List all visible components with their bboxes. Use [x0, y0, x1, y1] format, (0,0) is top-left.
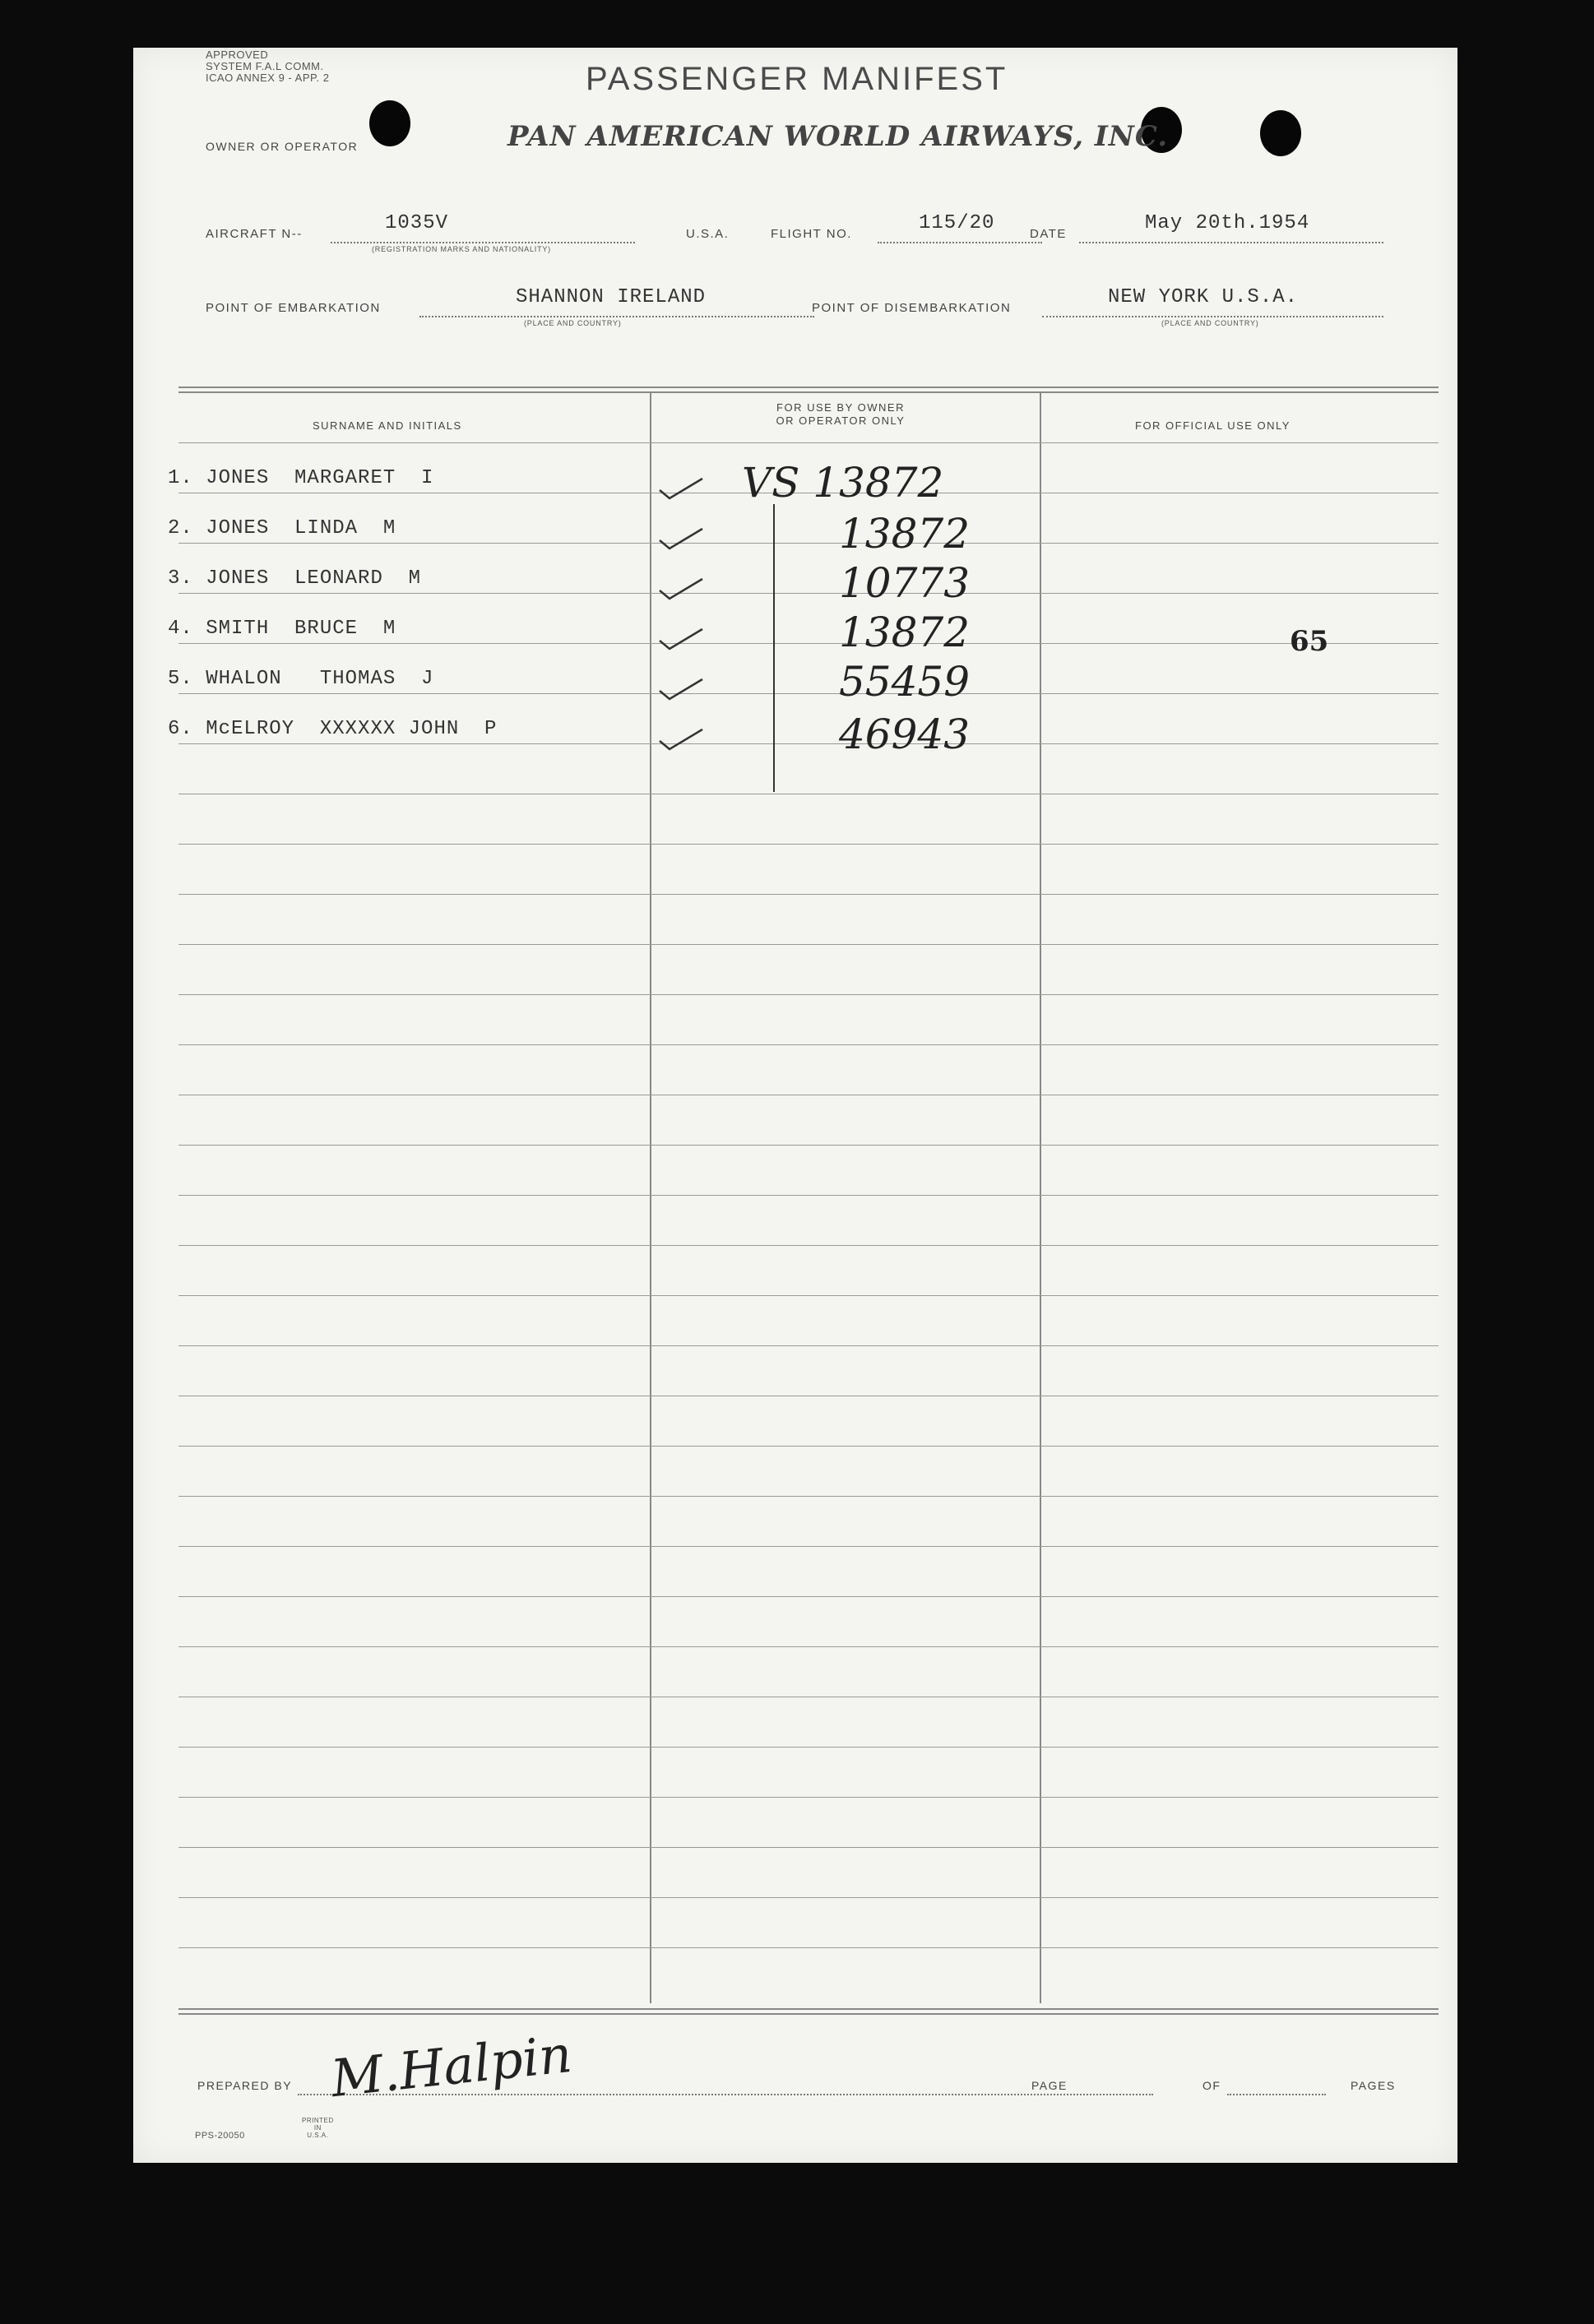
disembarkation-sublabel: (PLACE AND COUNTRY) — [1161, 319, 1259, 327]
owner-note-3: 10773 — [839, 559, 971, 607]
embarkation-value: SHANNON IRELAND — [516, 286, 707, 308]
aircraft-value: 1035V — [385, 212, 449, 234]
manifest-sheet — [133, 48, 1457, 2163]
owner-column-header — [758, 401, 923, 428]
operator-name: PAN AMERICAN WORLD AIRWAYS, INC. — [507, 120, 1169, 153]
row-line — [178, 1496, 1439, 1497]
passenger-name-4: 4. SMITH BRUCE M — [168, 618, 396, 640]
approval-stamp — [206, 49, 329, 84]
date-value: May 20th.1954 — [1145, 212, 1310, 234]
row-line — [178, 844, 1439, 845]
stamp-line-2: SYSTEM F.A.L COMM. — [206, 60, 324, 72]
punch-hole-right — [1260, 110, 1301, 156]
flight-underline — [878, 242, 1042, 243]
row-line — [178, 1947, 1439, 1948]
row-line — [178, 1345, 1439, 1346]
check-mark-icon — [656, 525, 706, 550]
stamp-line-3: ICAO ANNEX 9 - APP. 2 — [206, 72, 330, 84]
owner-header-line-1: FOR USE BY OWNER — [776, 401, 905, 414]
check-mark-icon — [656, 676, 706, 701]
handwritten-bracket — [773, 504, 775, 792]
passenger-name-2: 2. JONES LINDA M — [168, 517, 396, 539]
nationality-label: U.S.A. — [686, 227, 730, 241]
owner-note-5: 55459 — [839, 658, 971, 706]
page-title: PASSENGER MANIFEST — [586, 61, 1008, 97]
table-top-rule — [178, 387, 1439, 393]
owner-note-1: VS 13872 — [742, 459, 944, 507]
row-line — [178, 543, 1439, 544]
owner-note-2: 13872 — [839, 510, 971, 558]
prepared-by-label: PREPARED BY — [197, 2079, 293, 2092]
row-line — [178, 1747, 1439, 1748]
date-underline — [1079, 242, 1383, 243]
passenger-name-1: 1. JONES MARGARET I — [168, 467, 434, 489]
row-line — [178, 1897, 1439, 1898]
printer-note — [302, 2117, 334, 2139]
column-divider-2 — [1040, 391, 1041, 2003]
disembarkation-value: NEW YORK U.S.A. — [1108, 286, 1299, 308]
row-line — [178, 1596, 1439, 1597]
operator-label: OWNER OR OPERATOR — [206, 140, 359, 153]
printer-note-line-3: U.S.A. — [307, 2132, 329, 2139]
row-line — [178, 894, 1439, 895]
check-mark-icon — [656, 475, 706, 500]
date-label: DATE — [1030, 227, 1067, 241]
official-note: 65 — [1290, 625, 1329, 658]
official-column-header: FOR OFFICIAL USE ONLY — [1135, 419, 1290, 432]
flight-value: 115/20 — [919, 212, 995, 234]
printer-note-line-1: PRINTED — [302, 2117, 334, 2124]
punch-hole-left — [369, 100, 410, 146]
check-mark-icon — [656, 726, 706, 751]
disembarkation-underline — [1042, 316, 1383, 317]
owner-note-6: 46943 — [839, 711, 971, 758]
passenger-name-6: 6. McELROY XXXXXX JOHN P — [168, 718, 498, 740]
row-line — [178, 1546, 1439, 1547]
row-line — [178, 944, 1439, 945]
of-underline — [1227, 2094, 1326, 2095]
embarkation-sublabel: (PLACE AND COUNTRY) — [524, 319, 622, 327]
stamp-line-1: APPROVED — [206, 49, 269, 61]
check-mark-icon — [656, 626, 706, 650]
header-rule — [178, 442, 1439, 443]
row-line — [178, 1245, 1439, 1246]
row-line — [178, 693, 1439, 694]
row-line — [178, 1195, 1439, 1196]
row-line — [178, 1446, 1439, 1447]
of-label: OF — [1199, 2079, 1224, 2092]
embarkation-underline — [419, 316, 814, 317]
row-line — [178, 1646, 1439, 1647]
row-line — [178, 743, 1439, 744]
row-line — [178, 593, 1439, 594]
row-line — [178, 1295, 1439, 1296]
pages-label: PAGES — [1351, 2079, 1396, 2092]
page-label: PAGE — [1028, 2079, 1071, 2092]
printer-note-line-2: IN — [313, 2124, 322, 2132]
column-divider-1 — [650, 391, 651, 2003]
aircraft-sublabel: (REGISTRATION MARKS AND NATIONALITY) — [372, 245, 551, 253]
row-line — [178, 643, 1439, 644]
row-line — [178, 994, 1439, 995]
row-line — [178, 1044, 1439, 1045]
row-line — [178, 1145, 1439, 1146]
owner-header-line-2: OR OPERATOR ONLY — [776, 414, 906, 427]
form-number: PPS-20050 — [195, 2131, 245, 2141]
disembarkation-label: POINT OF DISEMBARKATION — [812, 301, 1012, 315]
passenger-name-5: 5. WHALON THOMAS J — [168, 668, 434, 690]
aircraft-label: AIRCRAFT N-- — [206, 227, 303, 241]
table-bottom-rule — [178, 2008, 1439, 2015]
passenger-name-3: 3. JONES LEONARD M — [168, 567, 422, 590]
row-line — [178, 1847, 1439, 1848]
name-column-header: SURNAME AND INITIALS — [313, 419, 462, 432]
check-mark-icon — [656, 576, 706, 600]
owner-note-4: 13872 — [839, 609, 971, 656]
embarkation-label: POINT OF EMBARKATION — [206, 301, 381, 315]
preparer-signature: M.Halpin — [327, 2023, 575, 2109]
flight-label: FLIGHT NO. — [771, 227, 852, 241]
aircraft-underline — [331, 242, 635, 243]
row-line — [178, 1797, 1439, 1798]
